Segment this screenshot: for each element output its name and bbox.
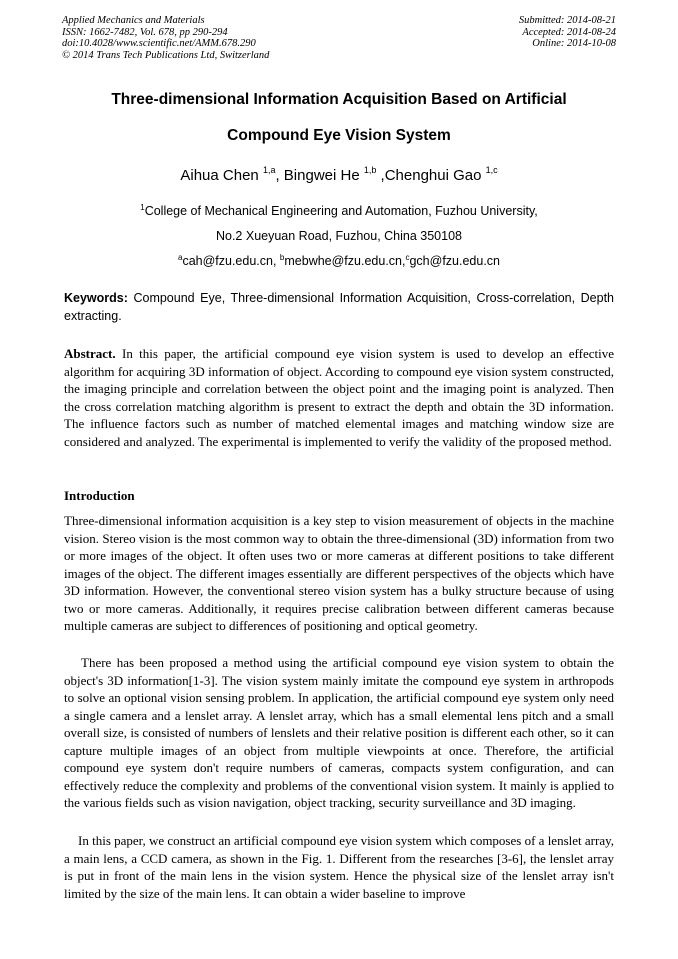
- section-heading-introduction: Introduction: [64, 488, 135, 503]
- email-superscript: b: [279, 253, 285, 262]
- submitted-date: Submitted: 2014-08-21: [518, 15, 616, 26]
- email-superscript: c: [405, 253, 410, 262]
- email-address[interactable]: gch@fzu.edu.cn: [409, 254, 501, 269]
- intro-paragraph-1: Three-dimensional information acquisition is a key step to vision measurement of objects in the machine vision. Stereo vision is the most common way to obtain the three-dimensional (3D) information from two or more images of the object. It often uses two or more cameras at different positions to take different images of the object. The different images essentially are different perspectives of the objects which have 3D information. However, the conventional stereo vision system has a bulky structure because of using two or more cameras. Additionally, it requires precise calibration between different cameras because multiple cameras are subject to differences of positioning and optical geometry.: [64, 513, 614, 633]
- author-superscript: 1,a: [262, 165, 276, 175]
- journal-header: [62, 15, 269, 61]
- keywords-text: Compound Eye, Three-dimensional Information Acquisition, Cross-correlation, Depth extracting.: [64, 291, 614, 323]
- abstract: [64, 345, 614, 450]
- author-superscript: 1,c: [485, 165, 498, 175]
- author-name: Bingwei He: [283, 167, 360, 184]
- author-name: Chenghui Gao: [384, 167, 482, 184]
- keywords-label: Keywords:: [64, 291, 128, 305]
- keywords: [64, 289, 614, 325]
- abstract-label: Abstract.: [64, 346, 116, 361]
- affiliation-superscript: 1: [140, 203, 145, 212]
- email-line: $^a$cah@fzu.edu.cn, $^b$mebwhe@fzu.edu.cn,$^c$gch@fzu.edu.cn: [177, 253, 501, 269]
- intro-paragraph-2: There has been proposed a method using the artificial compound eye vision system to obtain the object's 3D information[1-3]. The vision system mainly imitate the compound eye system in arthropods to solve an optional vision sensing problem. In application, the artificial compound eye system only need a single camera and a lenslet array. A lenslet array, which has a small elemental lens pitch and a small overall size, is consisted of numbers of lenslets and their relative position is different each other, so it can capture multiple images of an object from multiple viewpoints at once. Therefore, the artificial compound eye system don't require numbers of cameras, compacts system configuration, and can effectively reduce the complexity and problems of the conventional vision system. It mainly is applied to the various fields such as vision navigation, object tracking, security surveillance and 3D imaging.: [64, 655, 614, 810]
- author-superscript: 1,b: [363, 165, 377, 175]
- intro-paragraph-3: In this paper, we construct an artificial compound eye vision system which composes of a lenslet array, a main lens, a CCD camera, as shown in the Fig. 1. Different from the researches [3-6], the lenslet array is put in front of the main lens in the vision system. Hence the physical size of the lenslet array isn't limited by the size of the main lens. It can obtain a wider baseline to improve: [64, 833, 614, 901]
- affiliation-line-1: $^1$College of Mechanical Engineering and Automation, Fuzhou University,: [140, 203, 538, 219]
- doi-line[interactable]: doi:10.4028/www.scientific.net/AMM.678.290: [62, 38, 256, 49]
- paper-title-line-2: Compound Eye Vision System: [227, 127, 451, 144]
- journal-name: Applied Mechanics and Materials: [62, 15, 205, 26]
- email-address[interactable]: mebwhe@fzu.edu.cn: [284, 254, 402, 269]
- abstract-text: In this paper, the artificial compound eye vision system is used to develop an effective algorithm for acquiring 3D information of object. According to compound eye vision system constructed, the imaging principle and correlation between the object point and the imaging point is analyzed. Then the cross correlation matching algorithm is present to extract the depth and obtain the 3D information. The influence factors such as number of matched elemental images and matching window size are considered and analyzed. The experimental is implemented to verify the validity of the proposed method.: [64, 346, 614, 449]
- paper-title-line-1: Three-dimensional Information Acquisition Based on Artificial: [111, 91, 567, 108]
- issn-line: ISSN: 1662-7482, Vol. 678, pp 290-294: [62, 26, 228, 38]
- dates-header: [519, 15, 616, 50]
- online-date: Online: 2014-10-08: [532, 38, 616, 49]
- affiliation-line-2: No.2 Xueyuan Road, Fuzhou, China 350108: [215, 229, 462, 243]
- copyright-line: © 2014 Trans Tech Publications Ltd, Switzerland: [62, 49, 270, 61]
- email-superscript: a: [177, 253, 183, 262]
- accepted-date: Accepted: 2014-08-24: [522, 26, 616, 38]
- email-address[interactable]: cah@fzu.edu.cn: [182, 254, 273, 269]
- author-name: Aihua Chen: [180, 167, 259, 184]
- author-list: Aihua Chen $^{1,a}$, Bingwei He $^{1,b}$ ,Chenghui Gao $^{1,c}$: [180, 165, 498, 184]
